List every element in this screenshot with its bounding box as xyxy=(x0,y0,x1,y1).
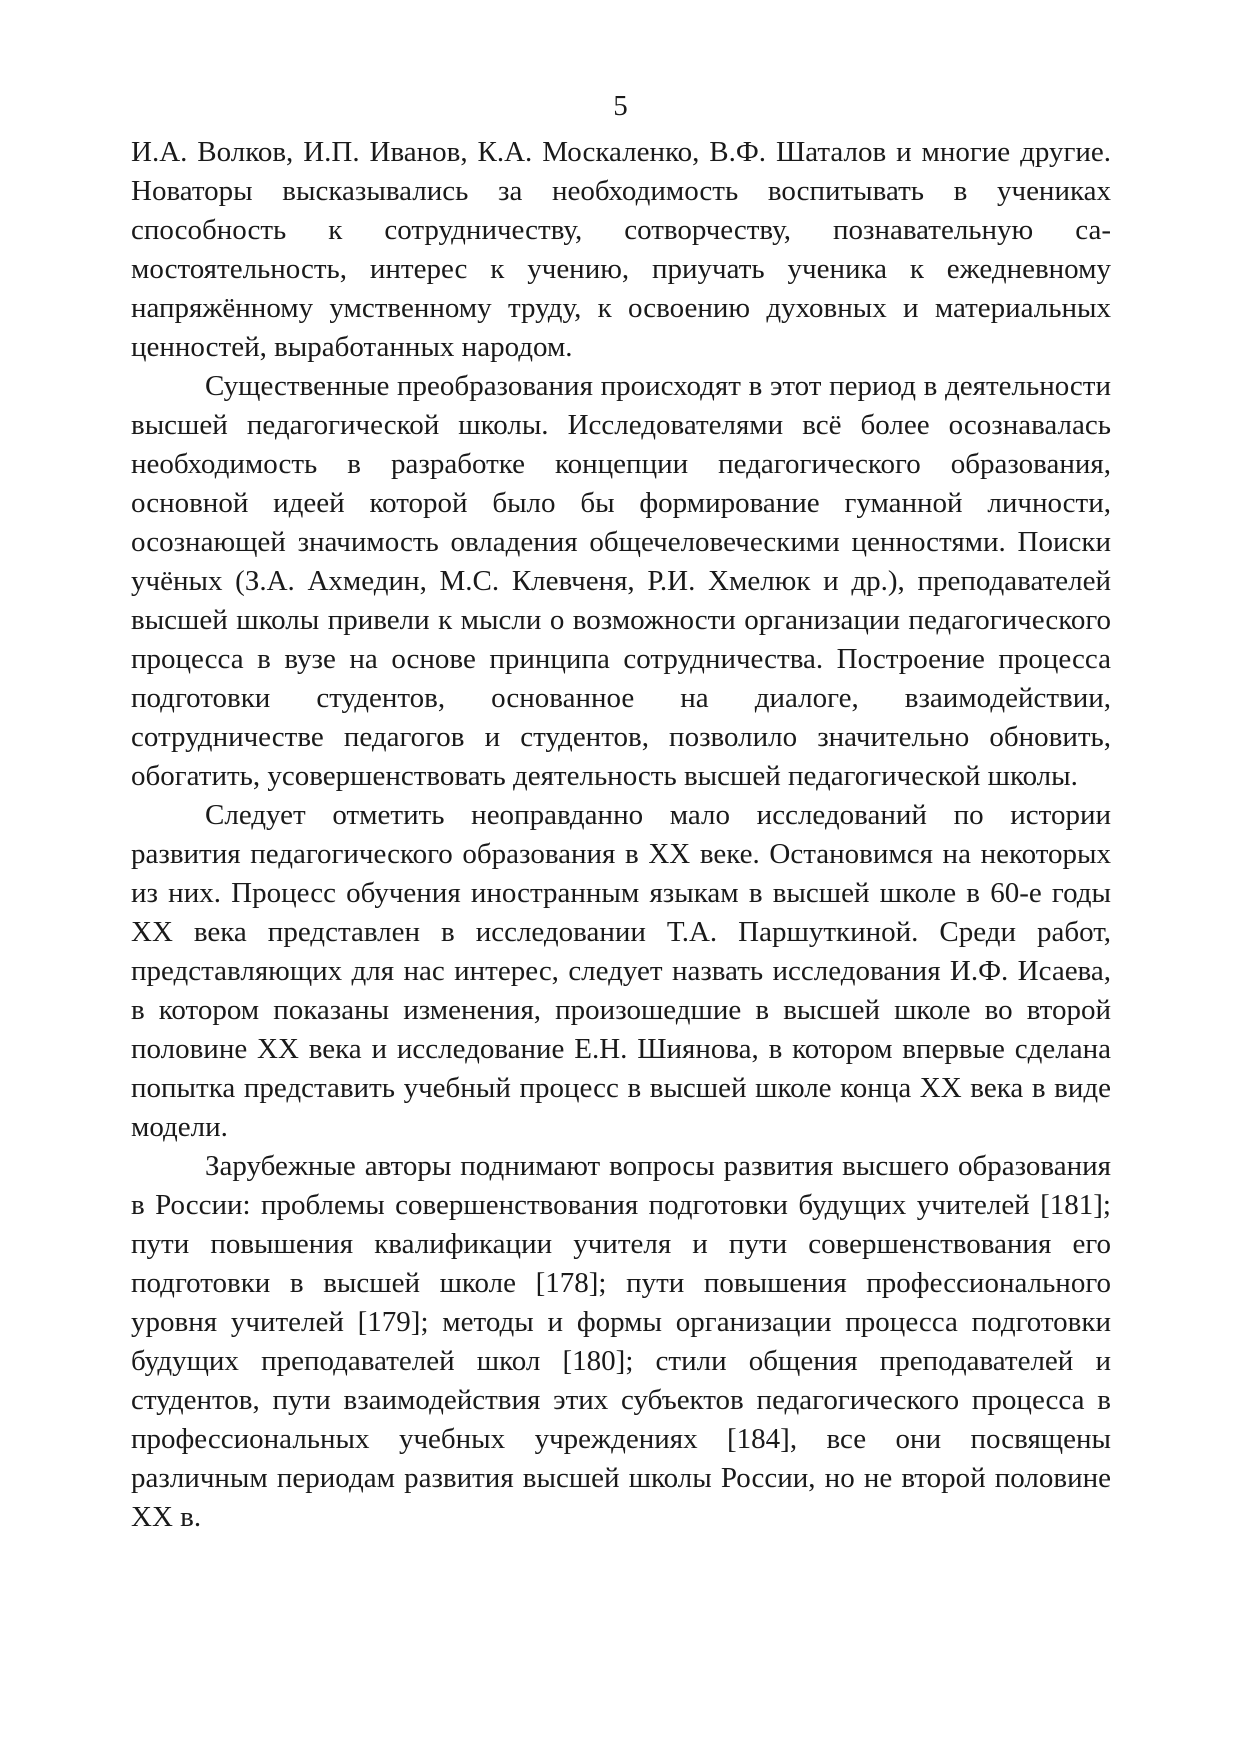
body-text xyxy=(131,133,1111,1537)
paragraph-1: И.А. Волков, И.П. Иванов, К.А. Москаленко, В.Ф. Шаталов и многие другие. Новаторы высказывались за необходимость воспитывать в учениках способность к сотрудничеству, сотворчеству, познавательную самостоятельность, интерес к учению, приучать ученика к ежедневному напряжённому умственному труду, к освоению духовных и материальных ценностей, выработанных народом. xyxy=(131,136,1111,363)
page-number: 5 xyxy=(613,90,628,122)
paragraph-4: Зарубежные авторы поднимают вопросы развития высшего образования в России: проблемы совершенствования подготовки будущих учителей [181]; пути повышения квалификации учителя и пути совершенствования его подготовки в высшей школе [178]; пути повышения профессионального уровня учителей [179]; методы и формы организации процесса подготовки будущих преподавателей школ [180]; стили общения преподавателей и студентов, пути взаимодействия этих субъектов педагогического процесса в профессиональных учебных учреждениях [184], все они посвящены различным периодам развития высшей школы России, но не второй половине XX в. xyxy=(131,1150,1111,1533)
paragraph-3: Следует отметить неоправданно мало исследований по истории развития педагогического образования в XX веке. Остановимся на некоторых из них. Процесс обучения иностранным языкам в высшей школе в 60-е годы XX века представлен в исследовании Т.А. Паршуткиной. Среди работ, представляющих для нас интерес, следует назвать исследования И.Ф. Исаева, в котором показаны изменения, произошедшие в высшей школе во второй половине XX века и исследование Е.Н. Шиянова, в котором впервые сделана попытка представить учебный процесс в высшей школе конца XX века в виде модели. xyxy=(131,799,1111,1143)
paragraph-2: Существенные преобразования происходят в этот период в деятельности высшей педагогической школы. Исследователями всё более осознавалась необходимость в разработке концепции педагогического образования, основной идеей которой было бы формирование гуманной личности, осознающей значимость овладения общечеловеческими ценностями. Поиски учёных (З.А. Ахмедин, М.С. Клевченя, Р.И. Хмелюк и др.), преподавателей высшей школы привели к мысли о возможности организации педагогического процесса в вузе на основе принципа сотрудничества. Построение процесса подготовки студентов, основанное на диалоге, взаимодействии, сотрудничестве педагогов и студентов, позволило значительно обновить, обогатить, усовершенствовать деятельность высшей педагогической школы. xyxy=(131,370,1111,792)
